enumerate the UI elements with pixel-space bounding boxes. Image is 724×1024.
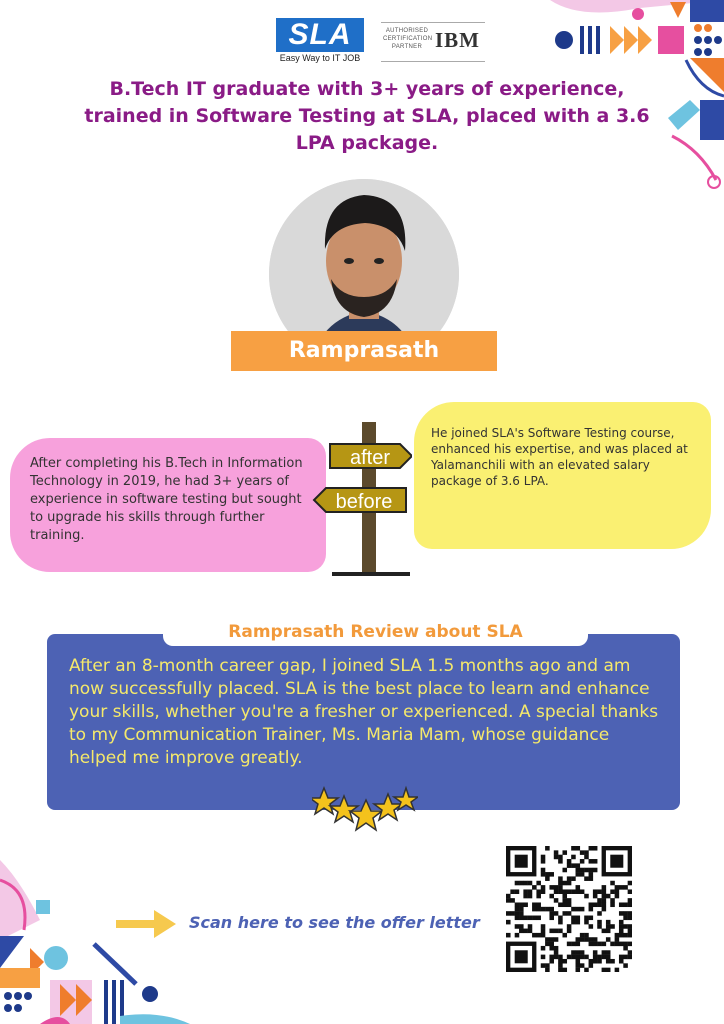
review-text: After an 8-month career gap, I joined SLA 1.5 months ago and am now successfully placed. SLA is the best place to learn and enhance your skills, whether you're a fresher or experienced. A special thanks to my Communication Trainer, Ms. Maria Mam, whose guidance helped me improve greatly. <box>69 656 659 768</box>
after-label: after <box>349 447 391 469</box>
partner-label: AUTHORISED CERTIFICATION PARTNER <box>383 28 433 50</box>
sla-logo <box>276 18 364 64</box>
signpost-illustration <box>312 422 412 578</box>
ibm-logo-text: IBM <box>435 28 480 52</box>
star-icon <box>312 788 338 814</box>
review-title: Ramprasath Review about SLA <box>228 622 523 642</box>
rating-stars <box>312 784 418 836</box>
student-name: Ramprasath <box>231 331 497 371</box>
after-description: He joined SLA's Software Testing course, enhanced his expertise, and was placed at Yalamanchili with an elevated salary package of 3.6 LPA. <box>431 426 688 488</box>
scan-instruction: Scan here to see the offer letter <box>189 913 480 932</box>
before-label: before <box>335 491 393 513</box>
headline: B.Tech IT graduate with 3+ years of experience, trained in Software Testing at SLA, placed with a 3.6 LPA package. <box>84 78 650 154</box>
before-description: After completing his B.Tech in Information Technology in 2019, he had 3+ years of experience in software testing but sought to upgrade his skills through further training. <box>30 456 303 543</box>
offer-letter-qr-code[interactable] <box>506 846 632 972</box>
ibm-partner-badge <box>381 22 485 62</box>
sla-logo-text: SLA <box>276 18 364 52</box>
arrow-right-icon <box>114 906 178 942</box>
sla-logo-tagline: Easy Way to IT JOB <box>279 53 361 63</box>
